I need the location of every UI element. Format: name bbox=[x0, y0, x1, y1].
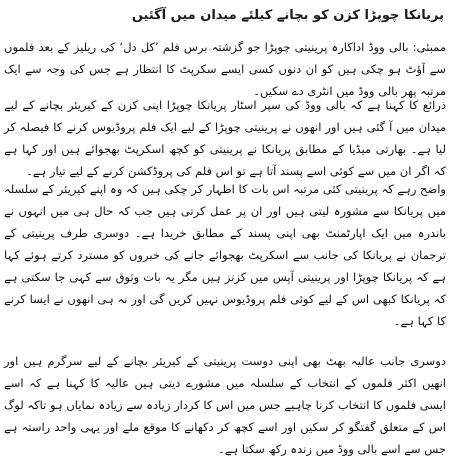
article-headline: پریانکا چوپڑا کزن کو بچانے کیلئے میدان میں آگئیں bbox=[131, 8, 444, 23]
article-paragraph-sources: ذرائع کا کہنا ہے کہ بالی ووڈ کی سپر اسٹار پریانکا چوپڑا اپنی کزن کے کیریئر بچانے کے لیے میدان میں آ گئی ہیں اور انھوں نے پرینیتی چوپڑا کے لیے ایک فلم پروڈیوس کرنے کا فیصلہ کر لیا ہے۔ بھارتی میڈیا کے مطابق پریانکا نے پرینیتی کو کچھ اسکرپٹ بھجوائے ہیں اور کہا ہے کہ اگر ان میں سے کوئی اسے پسند آتا ہے تو اس فلم کی پروڈکشن کرنے کے لیے تیار ہے۔ bbox=[4, 98, 446, 178]
article-paragraph-clarification: واضح رہے کہ پرینیتی کئی مرتبہ اس بات کا اظہار کر چکی ہیں کہ وہ اپنے کیریئر کے سلسلہ میں پریانکا سے مشورہ لیتی ہیں اور ان پر عمل کرتی ہیں جب کہ حال ہی میں انہوں نے باندرہ میں ایک اپارٹمنٹ بھی اپنی پسند کے مطابق خریدا ہے۔ دوسری طرف پرینیتی کے ترجمان نے پریانکا کی جانب سے اسکرپٹ بھجوائے جانے کی خبروں کو مسترد کرتے ہوئے کہا ہے کہ پریانکا چوپڑا اور پرینیتی آپس میں کزنز ہیں مگر یہ بات وثوق سے کہی جا سکتی ہے کہ پریانکا کبھی اس کے لیے کوئی فلم پروڈیوس نہیں کریں گی اور نہ ہی انھوں نے ایسا کرنے کا کہا ہے۔ bbox=[4, 182, 446, 328]
article-paragraph-intro: ممبئی: بالی ووڈ اداکارہ پرینیتی چوپڑا جو گزشتہ برس فلم ’کل دل‘ کی ریلیز کے بعد فلموں سے آؤٹ ہو چکی ہیں کو ان دنوں کسی ایسے سکرپٹ کا انتظار ہے جس کی وجہ سے ایک مرتبہ پھر بالی ووڈ میں انٹری دے سکیں۔ bbox=[4, 40, 446, 98]
article-paragraph-alia: دوسری جانب عالیہ بھٹ بھی اپنی دوست پرینیتی کے کیریئر بچانے کے لیے سرگرم ہیں اور انھیں اکثر فلموں کے انتخاب کے سلسلہ میں مشورے دیتی ہیں عالیہ کا کہنا ہے کہ اسے ایسی فلموں کا انتخاب کرنا چاہیے جس میں اس کا کردار زیادہ سے زیادہ نمایاں ہو تاکہ لوگ اس کے متعلق گفتگو کر سکیں اور اسے کچھ کر دکھانے کا موقع ملے اور یہی واحد راستہ ہے جس سے اسے بالی ووڈ میں زندہ رکھ سکتا ہے۔ bbox=[4, 354, 446, 456]
